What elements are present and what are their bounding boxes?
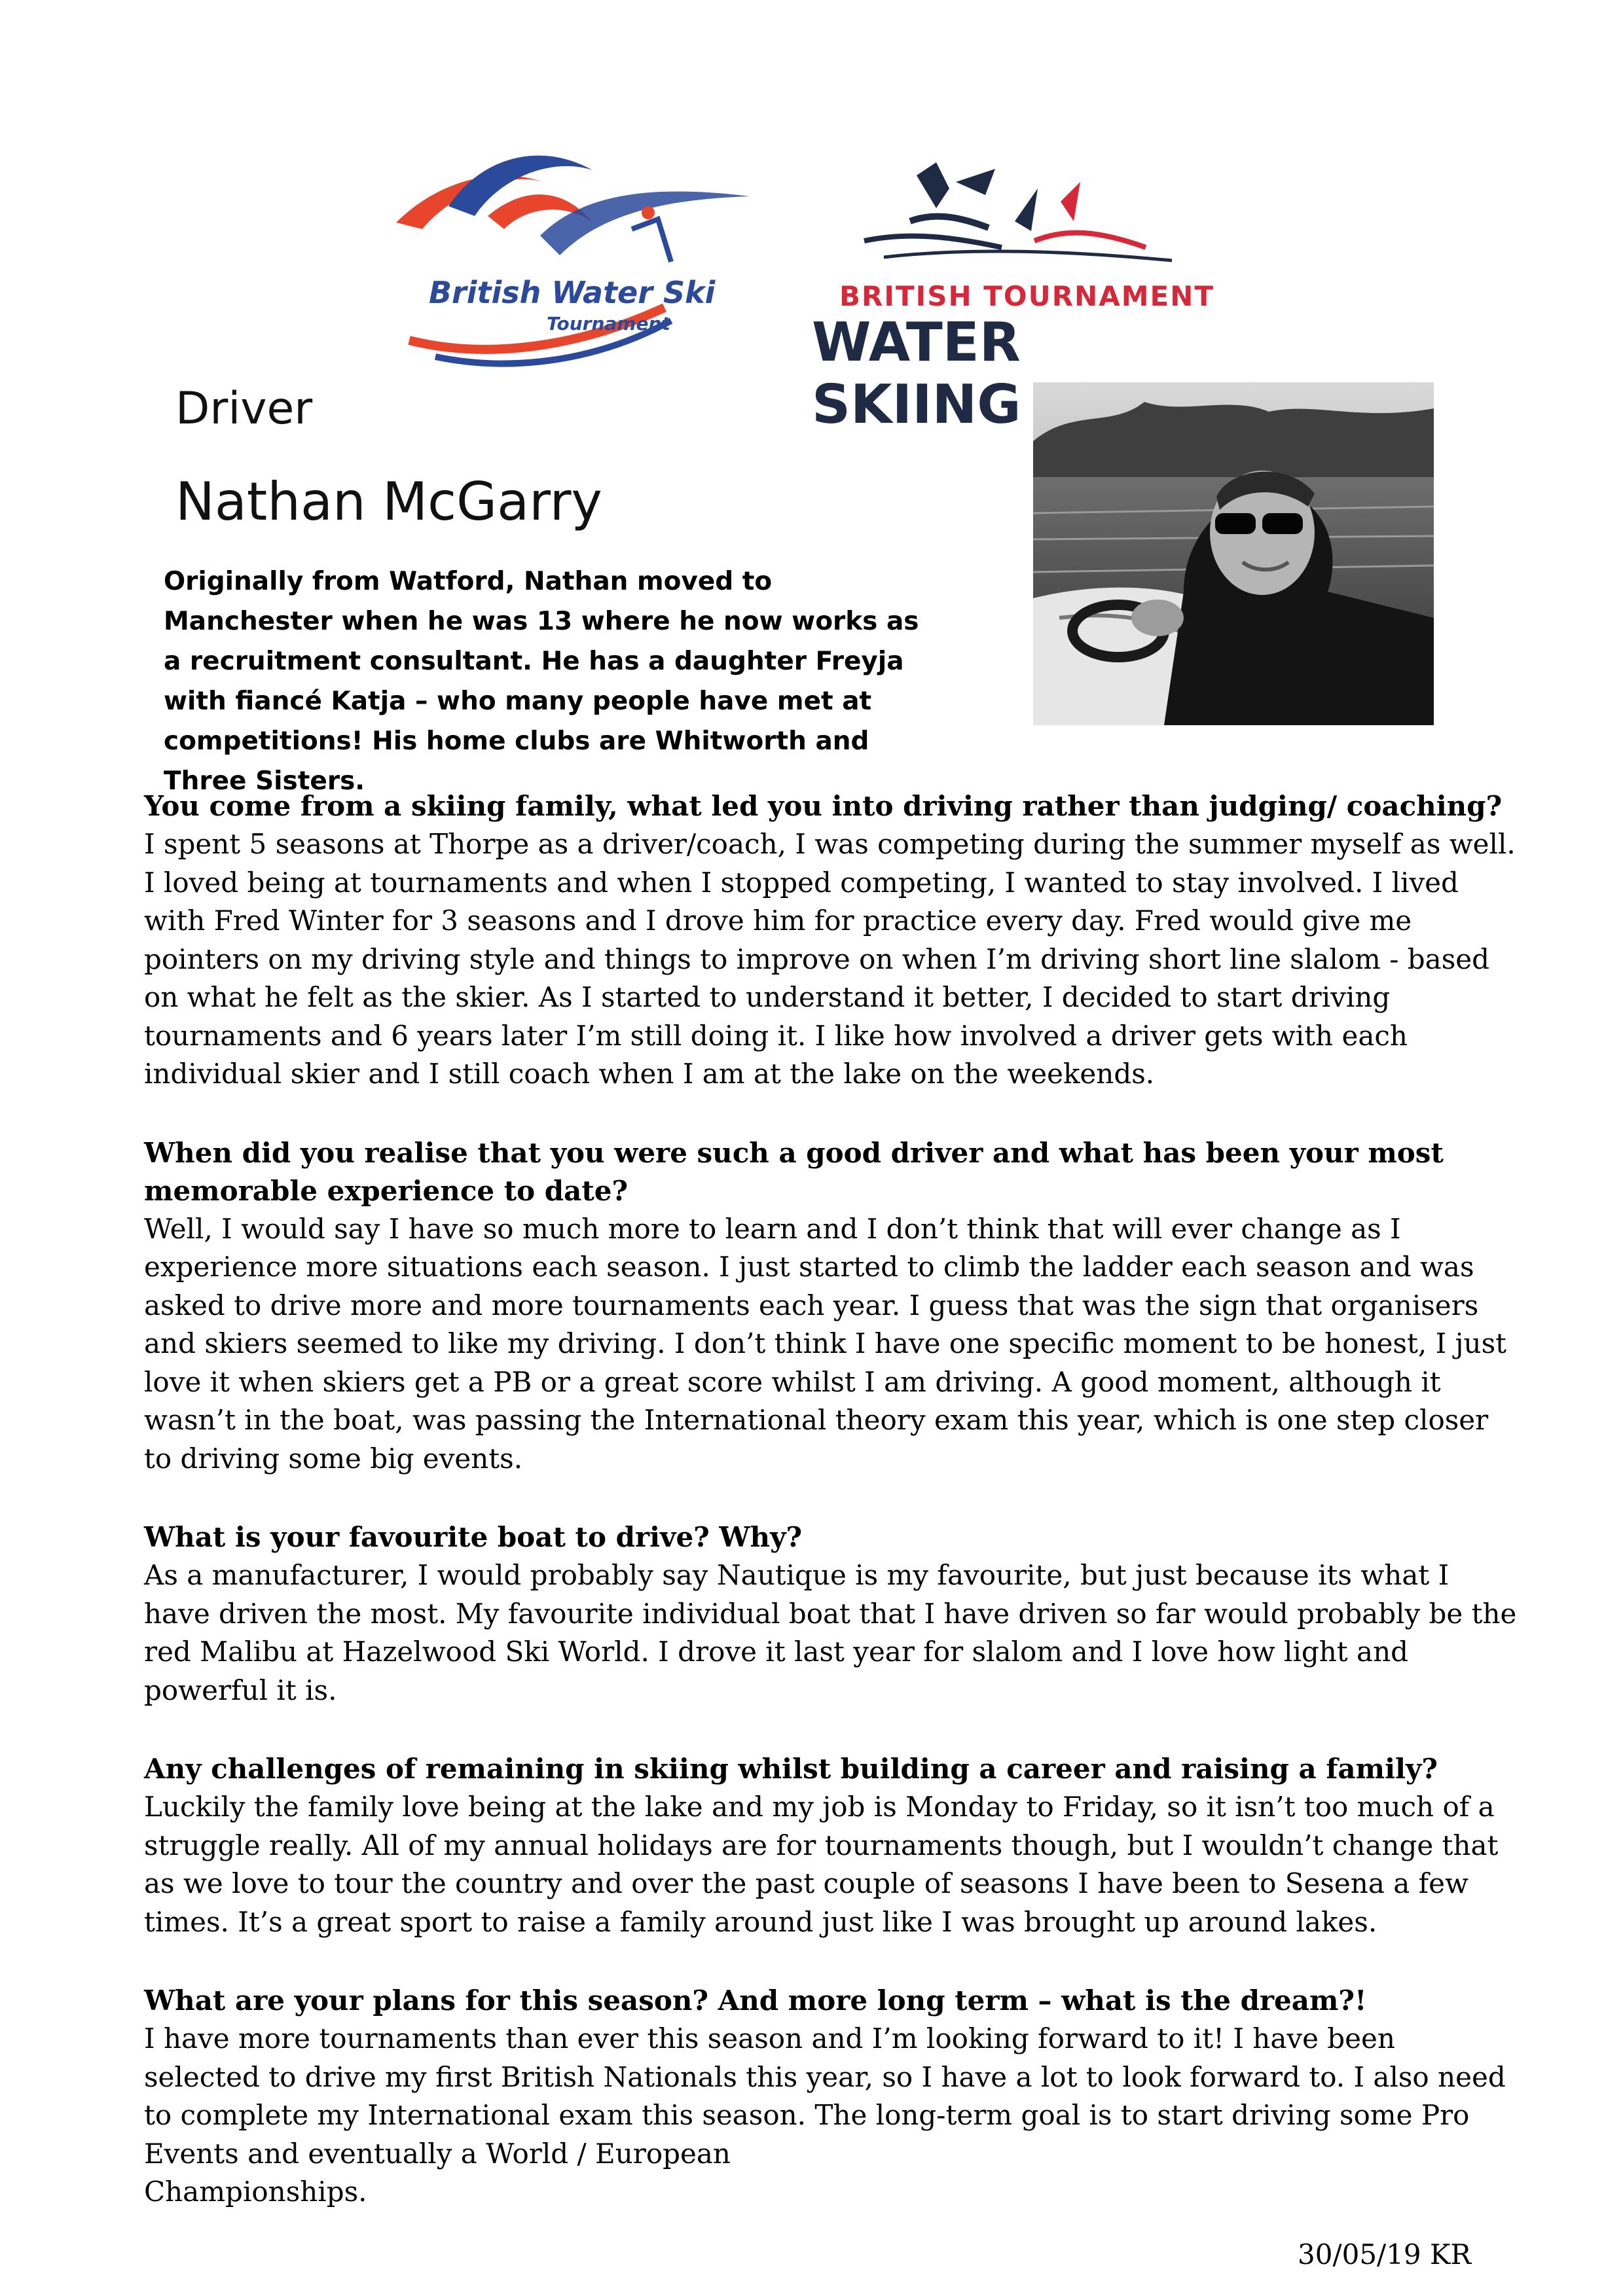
qa-block — [144, 787, 1519, 1094]
footer-date-initials: 30/05/19 KR — [1298, 2238, 1471, 2270]
qa-block — [144, 1518, 1519, 1710]
answer: I spent 5 seasons at Thorpe as a driver/coach, I was competing during the summer myself as well. I loved being at tournaments and when I stopped competing, I wanted to stay involved. I lived with Fred Winter for 3 seasons and I drove him for practice every day. Fred would give me pointers on my driving style and things to improve on when I’m driving short line slalom - based on what he felt as the skier. As I started to understand it better, I decided to start driving tournaments and 6 years later I’m still doing it. I like how involved a driver gets with each individual skier and I still coach when I am at the lake on the weekends. — [144, 828, 1516, 1090]
answer: As a manufacturer, I would probably say Nautique is my favourite, but just because its what I have driven the most. My favourite individual boat that I have driven so far would probably be the red Malibu at Hazelwood Ski World. I drove it last year for slalom and I love how light and powerful it is. — [144, 1559, 1517, 1706]
question: You come from a skiing family, what led you into driving rather than judging/ coaching? — [144, 790, 1503, 822]
logo-line-1: BRITISH TOURNAMENT — [839, 280, 1215, 312]
answer: I have more tournaments than ever this season and I’m looking forward to it! I have been selected to drive my first British Nationals this year, so I have a lot to look forward to. I also need to complete my International exam this season. The long-term goal is to start driving some Pro Events and eventually a World / European Championships. — [144, 2022, 1506, 2208]
role-heading: Driver — [175, 383, 313, 435]
interview-content — [144, 787, 1519, 2252]
driver-photo — [1033, 382, 1434, 725]
person-name-heading: Nathan McGarry — [175, 471, 602, 532]
question: When did you realise that you were such a good driver and what has been your most memorable experience to date? — [144, 1136, 1444, 1207]
question: What are your plans for this season? And more long term – what is the dream?! — [144, 1984, 1367, 2017]
swoosh-logo-graphic — [383, 144, 763, 380]
answer: Luckily the family love being at the lake and my job is Monday to Friday, so it isn’t too much of a struggle really. All of my annual holidays are for tournaments though, but I wouldn’t change that as we love to tour the country and over the past couple of seasons I have been to Sesena a few times. It’s a great sport to raise a family around just like I was brought up around lakes. — [144, 1791, 1499, 1938]
logo-line-2: Tournament — [547, 313, 670, 334]
qa-block — [144, 1750, 1519, 1941]
british-tournament-water-skiing-logo — [805, 149, 1237, 436]
intro-paragraph: Originally from Watford, Nathan moved to Manchester when he was 13 where he now works as a recruitment consultant. He has a daughter Freyja with fiancé Katja – who many people have met at competitions! His home clubs are Whitworth and Three Sisters. — [164, 567, 919, 796]
question: Any challenges of remaining in skiing whilst building a career and raising a family? — [144, 1753, 1438, 1785]
question: What is your favourite boat to drive? Why? — [144, 1521, 803, 1553]
boat-driver-photo-illustration — [1033, 382, 1434, 725]
british-water-ski-tournament-logo — [383, 144, 763, 380]
answer: Well, I would say I have so much more to learn and I don’t think that will ever change as I experience more situations each season. I just started to climb the ladder each season and was asked to drive more and more tournaments each year. I guess that was the sign that organisers and skiers seemed to like my driving. I don’t think I have one specific moment to be honest, I just love it when skiers get a PB or a great score whilst I am driving. A good moment, although it wasn’t in the boat, was passing the International theory exam this year, which is one step closer to driving some big events. — [144, 1212, 1507, 1475]
skier-splash-graphic — [805, 149, 1237, 280]
qa-block — [144, 1982, 1519, 2212]
qa-block — [144, 1134, 1519, 1479]
logo-line-2: WATER SKIING — [812, 312, 1021, 436]
logo-line-1: British Water Ski — [429, 275, 716, 310]
